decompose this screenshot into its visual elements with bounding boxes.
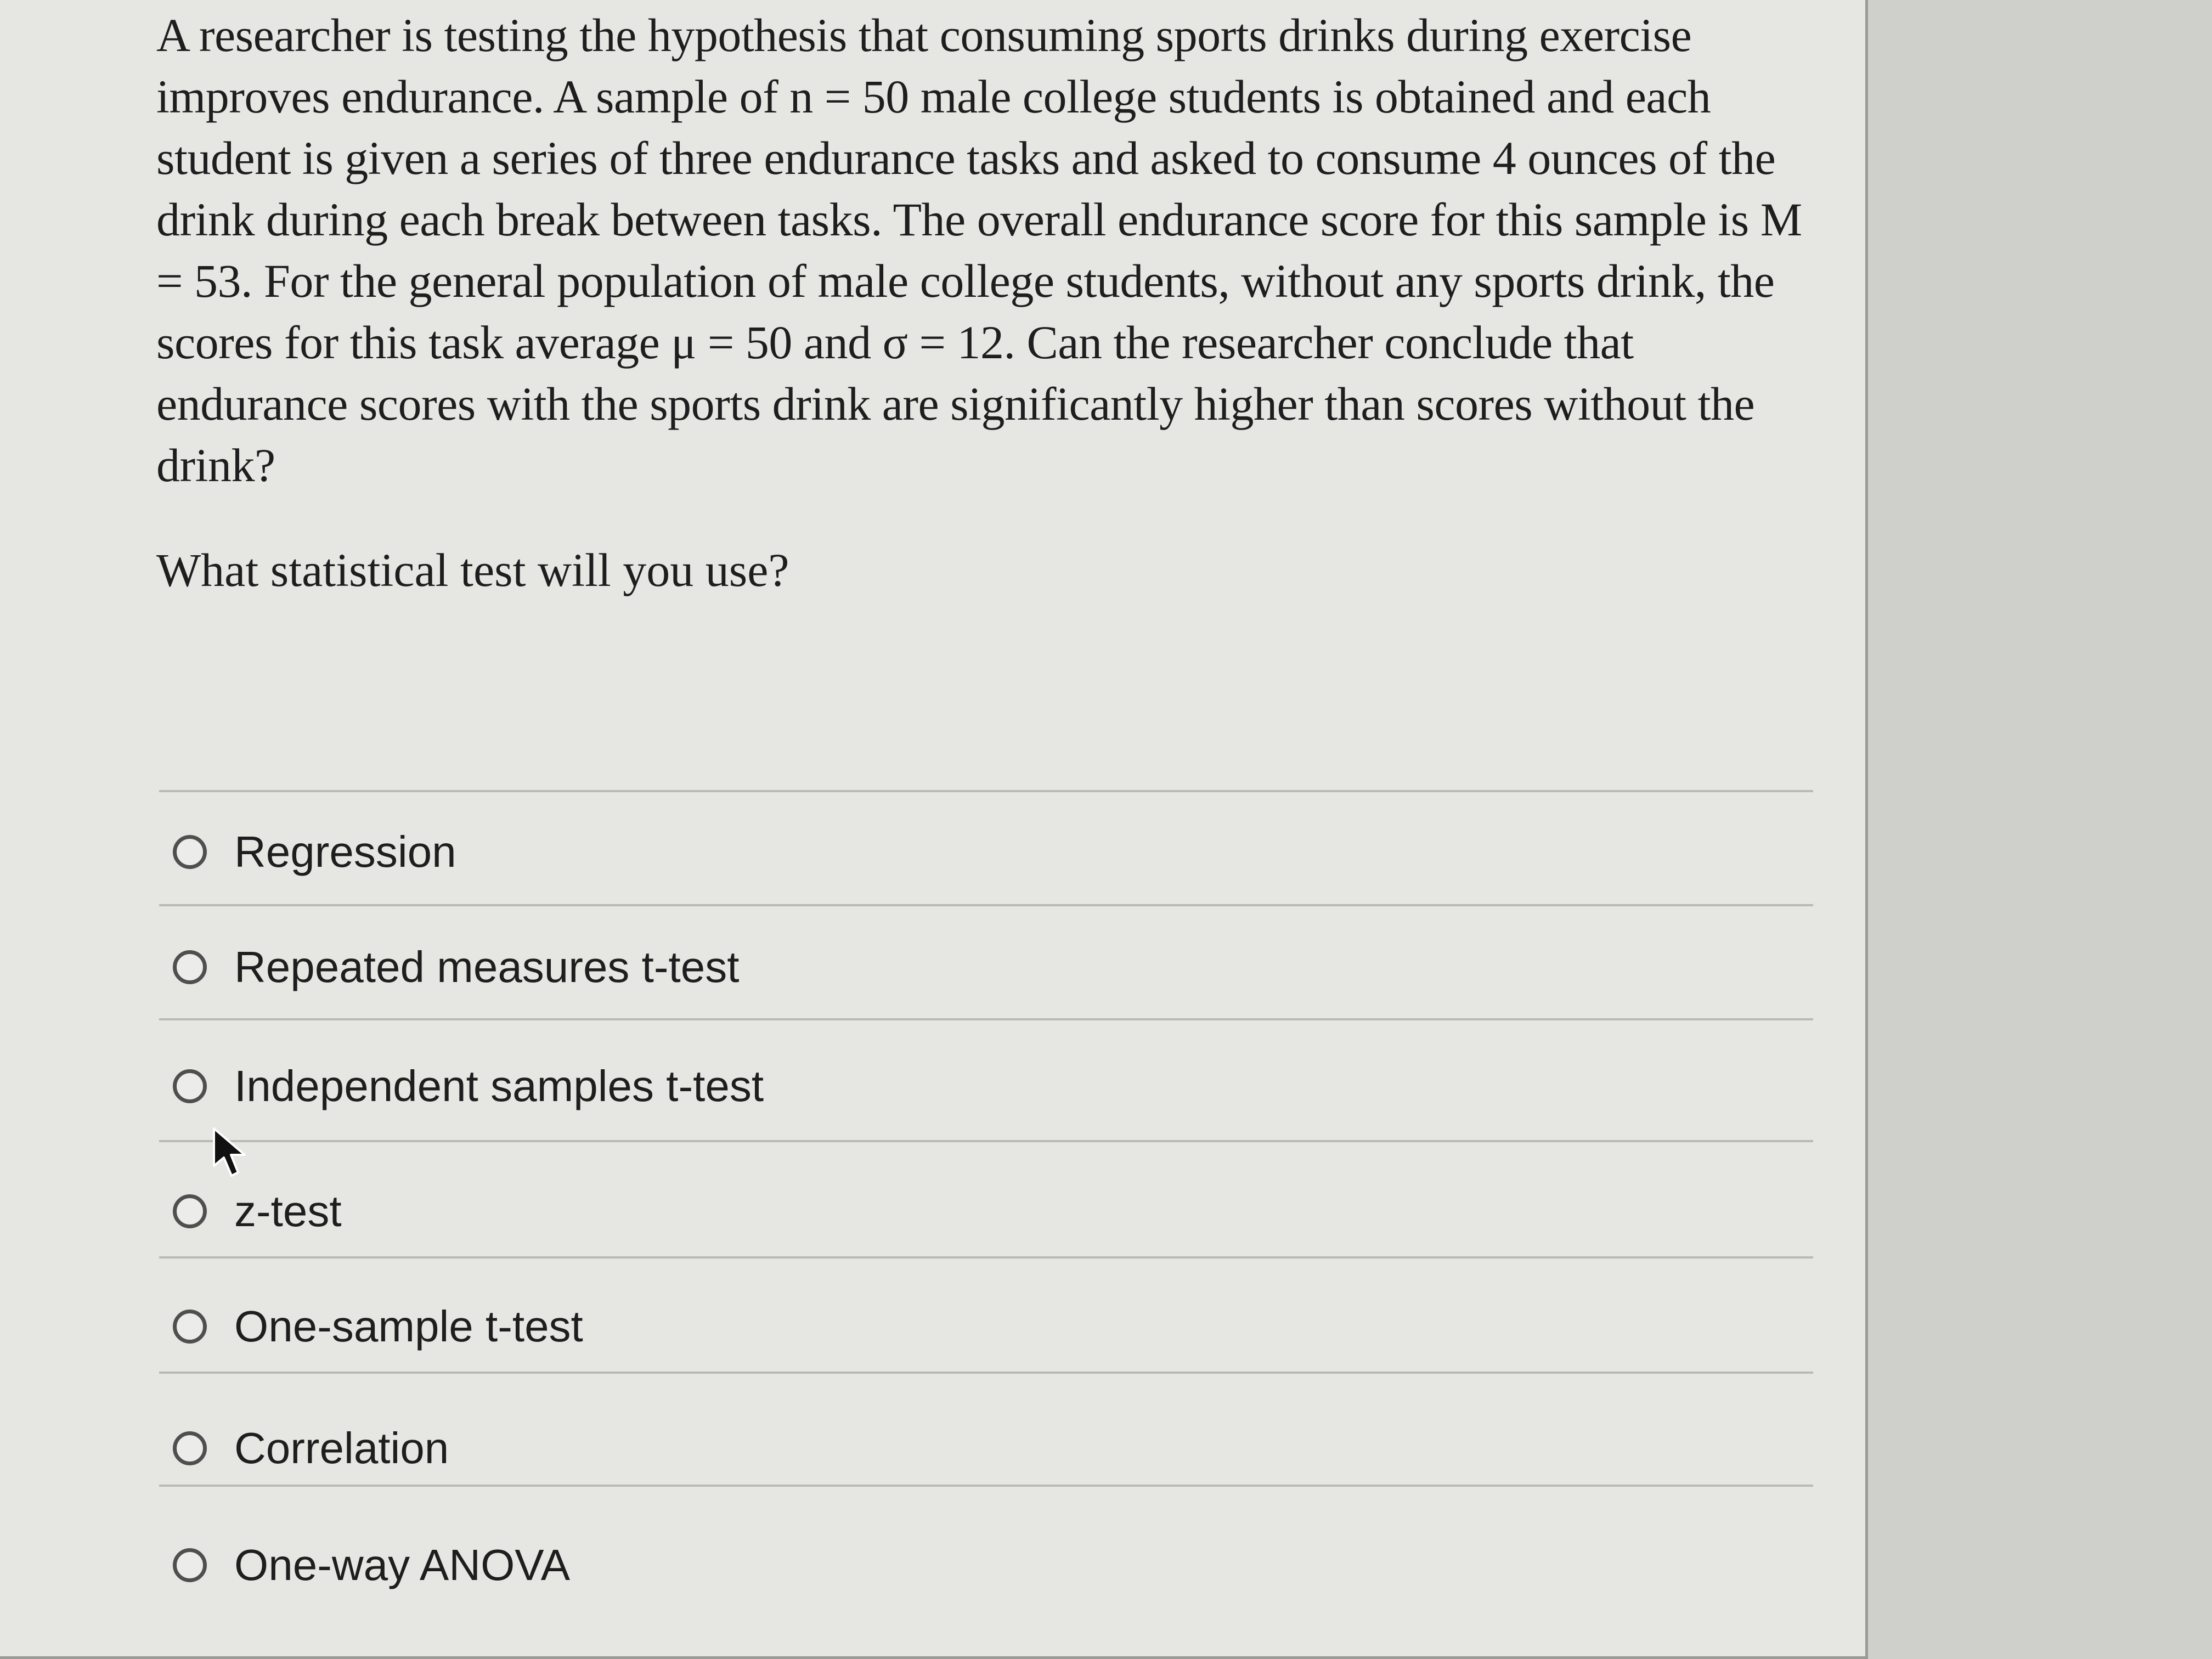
divider — [159, 904, 1813, 906]
option-label: Correlation — [234, 1424, 449, 1472]
divider — [159, 1485, 1813, 1487]
option-repeated-measures-t-test[interactable] — [173, 934, 739, 1000]
option-label: One-sample t-test — [234, 1302, 583, 1351]
divider — [159, 1140, 1813, 1142]
radio-unselected-icon[interactable] — [173, 1069, 207, 1103]
divider — [159, 1372, 1813, 1374]
radio-unselected-icon[interactable] — [173, 1310, 207, 1344]
divider — [159, 790, 1813, 792]
divider — [159, 1256, 1813, 1259]
option-correlation[interactable] — [173, 1415, 449, 1481]
radio-unselected-icon[interactable] — [173, 950, 207, 984]
option-label: One-way ANOVA — [234, 1541, 571, 1589]
option-regression[interactable] — [173, 819, 456, 885]
option-z-test[interactable] — [173, 1178, 342, 1244]
question-prompt: What statistical test will you use? — [156, 544, 789, 596]
option-one-sample-t-test[interactable] — [173, 1294, 583, 1359]
option-independent-samples-t-test[interactable] — [173, 1053, 764, 1119]
radio-unselected-icon[interactable] — [173, 1431, 207, 1465]
option-one-way-anova[interactable] — [173, 1532, 570, 1598]
option-label: z-test — [234, 1187, 342, 1235]
radio-unselected-icon[interactable] — [173, 1548, 207, 1582]
radio-unselected-icon[interactable] — [173, 1194, 207, 1228]
divider — [159, 1018, 1813, 1020]
mouse-pointer-icon — [208, 1127, 258, 1182]
radio-unselected-icon[interactable] — [173, 835, 207, 869]
question-text: A researcher is testing the hypothesis that consuming sports drinks during exercise improves endurance. A sample of n = 50 male college students is obtained and each student is given a series of three endurance tasks and asked to consume 4 ounces of the drink during each break between tasks. The overall endurance score for this sample is M = 53. For the general population of male college students, without any sports drink, the scores for this task average μ = 50 and σ = 12. Can the researcher conclude that endurance scores with the sports drink are significantly higher than scores without the drink? — [156, 9, 1802, 492]
option-label: Regression — [234, 827, 456, 876]
option-label: Independent samples t-test — [234, 1062, 764, 1110]
option-label: Repeated measures t-test — [234, 943, 740, 991]
